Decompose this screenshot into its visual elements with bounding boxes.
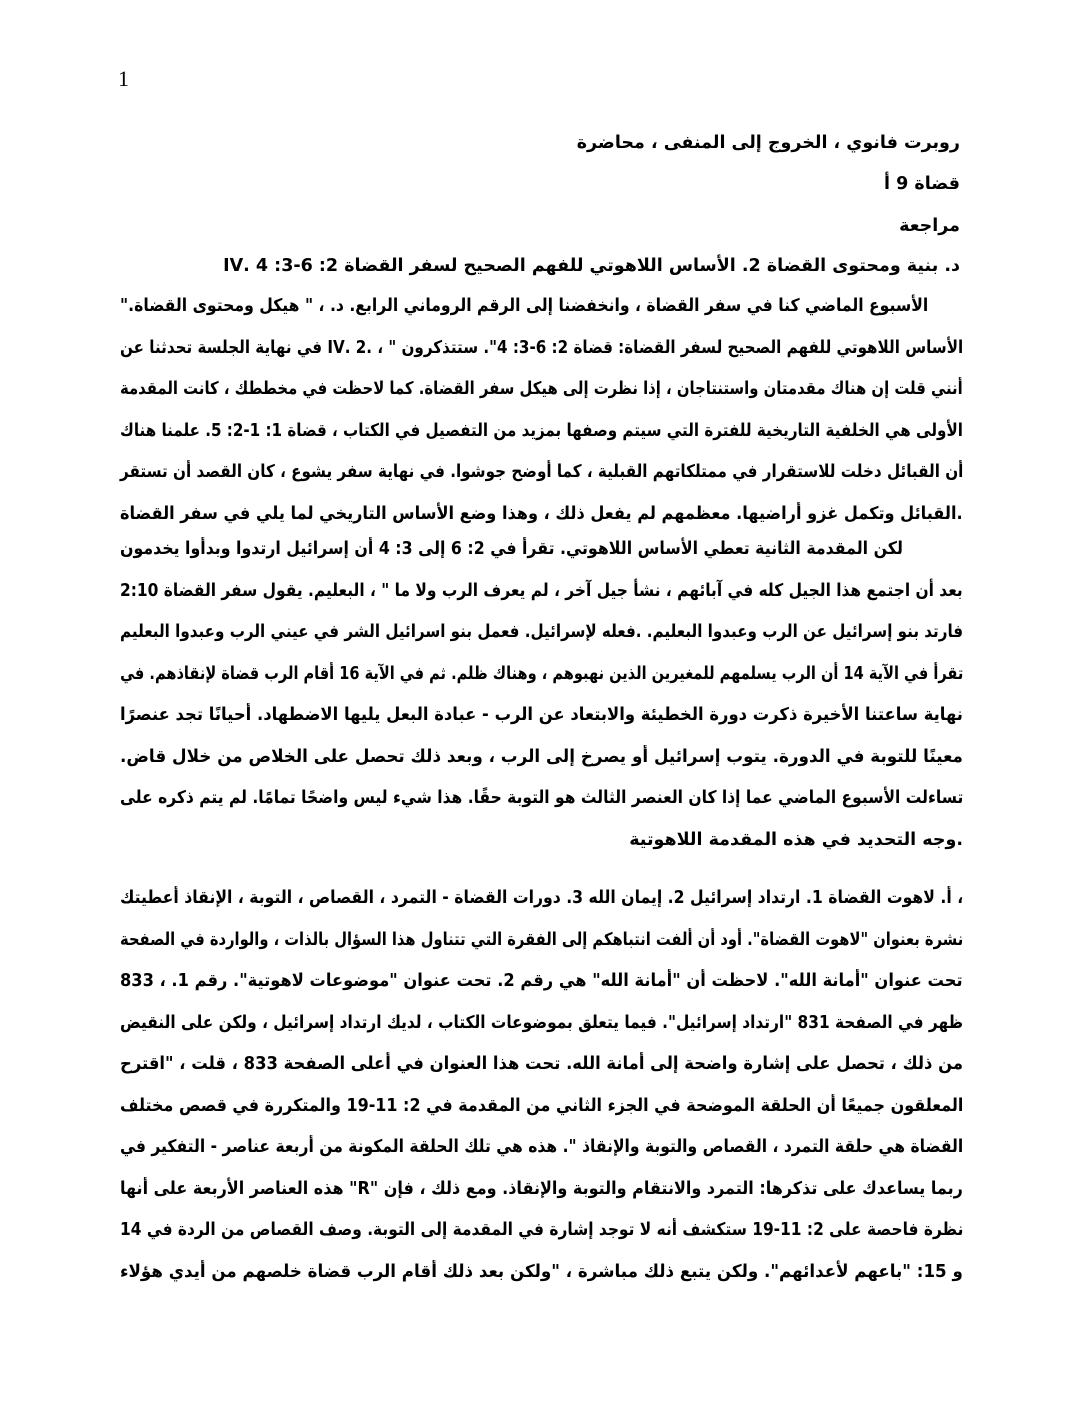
paragraph-line: .وجه التحديد في هذه المقدمة اللاهوتية bbox=[629, 829, 963, 850]
paragraph-line: ، أ. لاهوت القضاة 1. ارتداد إسرائيل 2. إيمان الله 3. دورات القضاة - التمرد ، القصاص ، التوبة ، الإنقاذ أعطيتك bbox=[119, 888, 963, 908]
page-number: 1 bbox=[118, 66, 129, 91]
paragraph-line: فارتد بنو إسرائيل عن الرب وعبدوا البعليم. .فعله لإسرائيل. فعمل بنو اسرائيل الشر في عيني الرب وعبدوا البعليم bbox=[119, 622, 963, 642]
paragraph-line: الأولى هي الخلفية التاريخية للفترة التي سيتم وصفها بمزيد من التفصيل في الكتاب ، قضاة 1: 1-2: 5. علمنا هناك bbox=[120, 420, 963, 441]
paragraph-line: ظهر في الصفحة 831 "ارتداد إسرائيل". فيما يتعلق بموضوعات الكتاب ، لديك ارتداد إسرائيل ، ولكن على النقيض bbox=[119, 1012, 963, 1033]
paragraph-line: من ذلك ، تحصل على إشارة واضحة إلى أمانة الله. تحت هذا العنوان في أعلى الصفحة 833 ، قلت ، "اقترح bbox=[119, 1054, 963, 1074]
paragraph-line: لكن المقدمة الثانية تعطي الأساس اللاهوتي. تقرأ في 2: 6 إلى 3: 4 أن إسرائيل ارتدوا وبدأوا يخدمون bbox=[120, 539, 903, 559]
paragraph-line: أن القبائل دخلت للاستقرار في ممتلكاتهم القبلية ، كما أوضح جوشوا. في نهاية سفر يشوع ، كان القصد أن تستقر bbox=[119, 462, 963, 482]
paragraph-line: معينًا للتوبة في الدورة. يتوب إسرائيل أو يصرخ إلى الرب ، وبعد ذلك تحصل على الخلاص من خلال قاض. bbox=[120, 746, 963, 767]
paragraph-line: و 15: "باعهم لأعدائهم". ولكن يتبع ذلك مباشرة ، "ولكن بعد ذلك أقام الرب قضاة خلصهم من أيدي هؤلاء bbox=[120, 1261, 963, 1282]
lecture-label: قضاة 9 أ bbox=[884, 174, 960, 194]
outline-line: د. بنية ومحتوى القضاة 2. الأساس اللاهوتي للفهم الصحيح لسفر القضاة 2: 6-3: 4 .IV bbox=[223, 256, 960, 276]
paragraph-line: الأسبوع الماضي كنا في سفر القضاة ، وانخفضنا إلى الرقم الروماني الرابع. د. ، " هيكل ومحتوى القضاة." bbox=[119, 296, 928, 316]
paragraph-line: .القبائل وتكمل غزو أراضيها. معظمهم لم يفعل ذلك ، وهذا وضع الأساس التاريخي لما يلي في سفر القضاة bbox=[120, 503, 963, 524]
paragraph-line: الأساس اللاهوتي للفهم الصحيح لسفر القضاة: قضاة 2: 6-3: 4". ستتذكرون " ، .2 .IV في نهاية الجلسة تحدثنا عن bbox=[119, 337, 963, 358]
paragraph-line: تساءلت الأسبوع الماضي عما إذا كان العنصر الثالث هو التوبة حقًا. هذا شيء ليس واضحًا تمامًا. لم يتم ذكره على bbox=[119, 788, 963, 808]
paragraph-line: تحت عنوان "أمانة الله". لاحظت أن "أمانة الله" هي رقم 2. تحت عنوان "موضوعات لاهوتية". رقم 1. ، 833 bbox=[120, 971, 963, 991]
paragraph-line: نشرة بعنوان "لاهوت القضاة". أود أن ألفت انتباهكم إلى الفقرة التي تتناول هذا السؤال بالذات ، والواردة في الصفحة bbox=[119, 929, 963, 950]
section-heading: مراجعة bbox=[899, 216, 960, 236]
paragraph-line: أنني قلت إن هناك مقدمتان واستنتاجان ، إذا نظرت إلى هيكل سفر القضاة. كما لاحظت في مخططك ، كانت المقدمة bbox=[120, 379, 963, 399]
paragraph-line: نهاية ساعتنا الأخيرة ذكرت دورة الخطيئة والابتعاد عن الرب - عبادة البعل يليها الاضطهاد. أحيانًا تجد عنصرًا bbox=[120, 705, 963, 725]
document-title: روبرت فانوي ، الخروج إلى المنفى ، محاضرة bbox=[576, 133, 960, 153]
paragraph-line: نظرة فاحصة على 2: 11-19 ستكشف أنه لا توجد إشارة في المقدمة إلى التوبة. وصف القصاص من الردة في 14 bbox=[119, 1220, 963, 1240]
paragraph-line: ربما يساعدك على تذكرها: التمرد والانتقام والتوبة والإنقاذ. ومع ذلك ، فإن "R" هذه العناصر الأربعة على أنها bbox=[120, 1178, 963, 1199]
paragraph-line: بعد أن اجتمع هذا الجيل كله في آبائهم ، نشأ جيل آخر ، لم يعرف الرب ولا ما " ، البعليم. يقول سفر القضاة 2:10 bbox=[120, 580, 964, 601]
paragraph-line: تقرأ في الآية 14 أن الرب يسلمهم للمغيرين الذين نهبوهم ، وهناك ظلم. ثم في الآية 16 أقام الرب قضاة لإنقاذهم. في bbox=[119, 663, 963, 684]
paragraph-line: القضاة هي حلقة التمرد ، القصاص والتوبة والإنقاذ ". هذه هي تلك الحلقة المكونة من أربعة عناصر - التفكير في bbox=[119, 1137, 963, 1157]
paragraph-line: المعلقون جميعًا أن الحلقة الموضحة في الجزء الثاني من المقدمة في 2: 11-19 والمتكررة في قصص مختلف bbox=[119, 1095, 964, 1116]
